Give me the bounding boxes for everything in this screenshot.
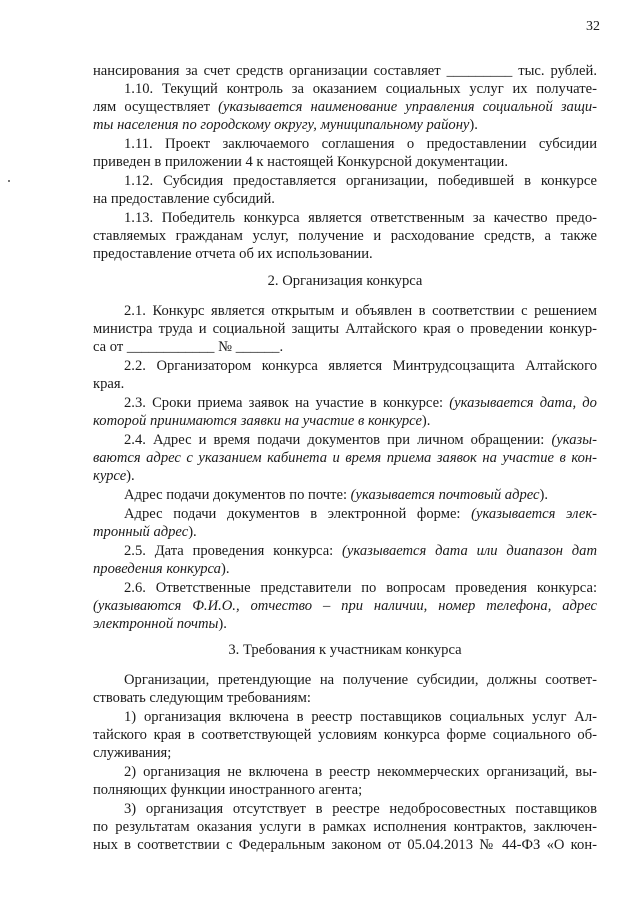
text-line: 1.10. Текущий контроль за оказанием социальных услуг их получате- — [124, 81, 597, 97]
text-line: по результатам оказания услуги в рамках исполнения контрактов, заключен- — [93, 819, 597, 835]
text-line: 1.12. Субсидия предоставляется организации, победившей в конкурсе — [124, 173, 597, 189]
text-line: тронный адрес). — [93, 524, 197, 540]
text-line: электронной почты). — [93, 616, 227, 632]
text-line: ствовать следующим требованиям: — [93, 690, 311, 706]
text-line: края. — [93, 376, 125, 392]
text-line: предоставление отчета об их использовании. — [93, 246, 373, 262]
text-line: ных в соответствии с Федеральным законом от 05.04.2013 № 44-ФЗ «О кон- — [93, 837, 597, 853]
text-line: тайского края в соответствующей условиям конкурса форме социального об- — [93, 727, 597, 743]
text-line: 3) организация отсутствует в реестре недобросовестных поставщиков — [124, 801, 597, 817]
text-line: 2.1. Конкурс является открытым и объявлен в соответствии с решением — [124, 303, 597, 319]
text-line: 2) организация не включена в реестр некоммерческих организаций, вы- — [124, 764, 597, 780]
text-line: ставляемых гражданам услуг, получение и расходование средств, а также — [93, 228, 597, 244]
section-heading: 3. Требования к участникам конкурса — [228, 642, 462, 658]
text-line: 1.11. Проект заключаемого соглашения о предоставлении субсидии — [124, 136, 597, 152]
text-line: 2.3. Сроки приема заявок на участие в конкурсе: (указывается дата, до — [124, 395, 597, 411]
scan-speck — [8, 180, 10, 182]
text-line: Адрес подачи документов по почте: (указывается почтовый адрес). — [124, 487, 549, 503]
text-line: проведения конкурса). — [93, 561, 230, 577]
text-line: курсе). — [93, 468, 135, 484]
text-line: лям осуществляет (указывается наименование управления социальной защи- — [93, 99, 597, 115]
text-line: Организации, претендующие на получение субсидии, должны соответ- — [124, 672, 597, 688]
text-line: 2.4. Адрес и время подачи документов при личном обращении: (указы- — [124, 432, 597, 448]
page-number: 32 — [586, 19, 600, 34]
text-line: ты населения по городскому округу, муниципальному району). — [93, 117, 478, 133]
section-heading: 2. Организация конкурса — [267, 273, 423, 289]
text-line: 1.13. Победитель конкурса является ответственным за качество предо- — [124, 210, 597, 226]
text-line: приведен в приложении 4 к настоящей Конкурсной документации. — [93, 154, 509, 170]
text-line: 2.5. Дата проведения конкурса: (указывается дата или диапазон дат — [124, 543, 597, 559]
text-line: служивания; — [93, 745, 172, 761]
text-line: (указываются Ф.И.О., отчество – при наличии, номер телефона, адрес — [93, 598, 597, 614]
text-line: полняющих функции иностранного агента; — [93, 782, 363, 798]
text-line: 2.2. Организатором конкурса является Минтрудсоцзащита Алтайского — [124, 358, 597, 374]
text-line: Адрес подачи документов в электронной форме: (указывается элек- — [124, 506, 598, 522]
text-line: на предоставление субсидий. — [93, 191, 275, 207]
text-line: 2.6. Ответственные представители по вопросам проведения конкурса: — [124, 580, 597, 596]
text-line: нансирования за счет средств организации составляет _________ тыс. рублей. — [93, 63, 597, 79]
text-line: министра труда и социальной защиты Алтайского края о проведении конкур- — [93, 321, 597, 337]
text-line: 1) организация включена в реестр поставщиков социальных услуг Ал- — [124, 709, 597, 725]
text-line: ваются адрес с указанием кабинета и время приема заявок на участие в кон- — [93, 450, 597, 466]
text-line: са от ____________ № ______. — [93, 339, 284, 355]
text-line: которой принимаются заявки на участие в конкурсе). — [93, 413, 431, 429]
